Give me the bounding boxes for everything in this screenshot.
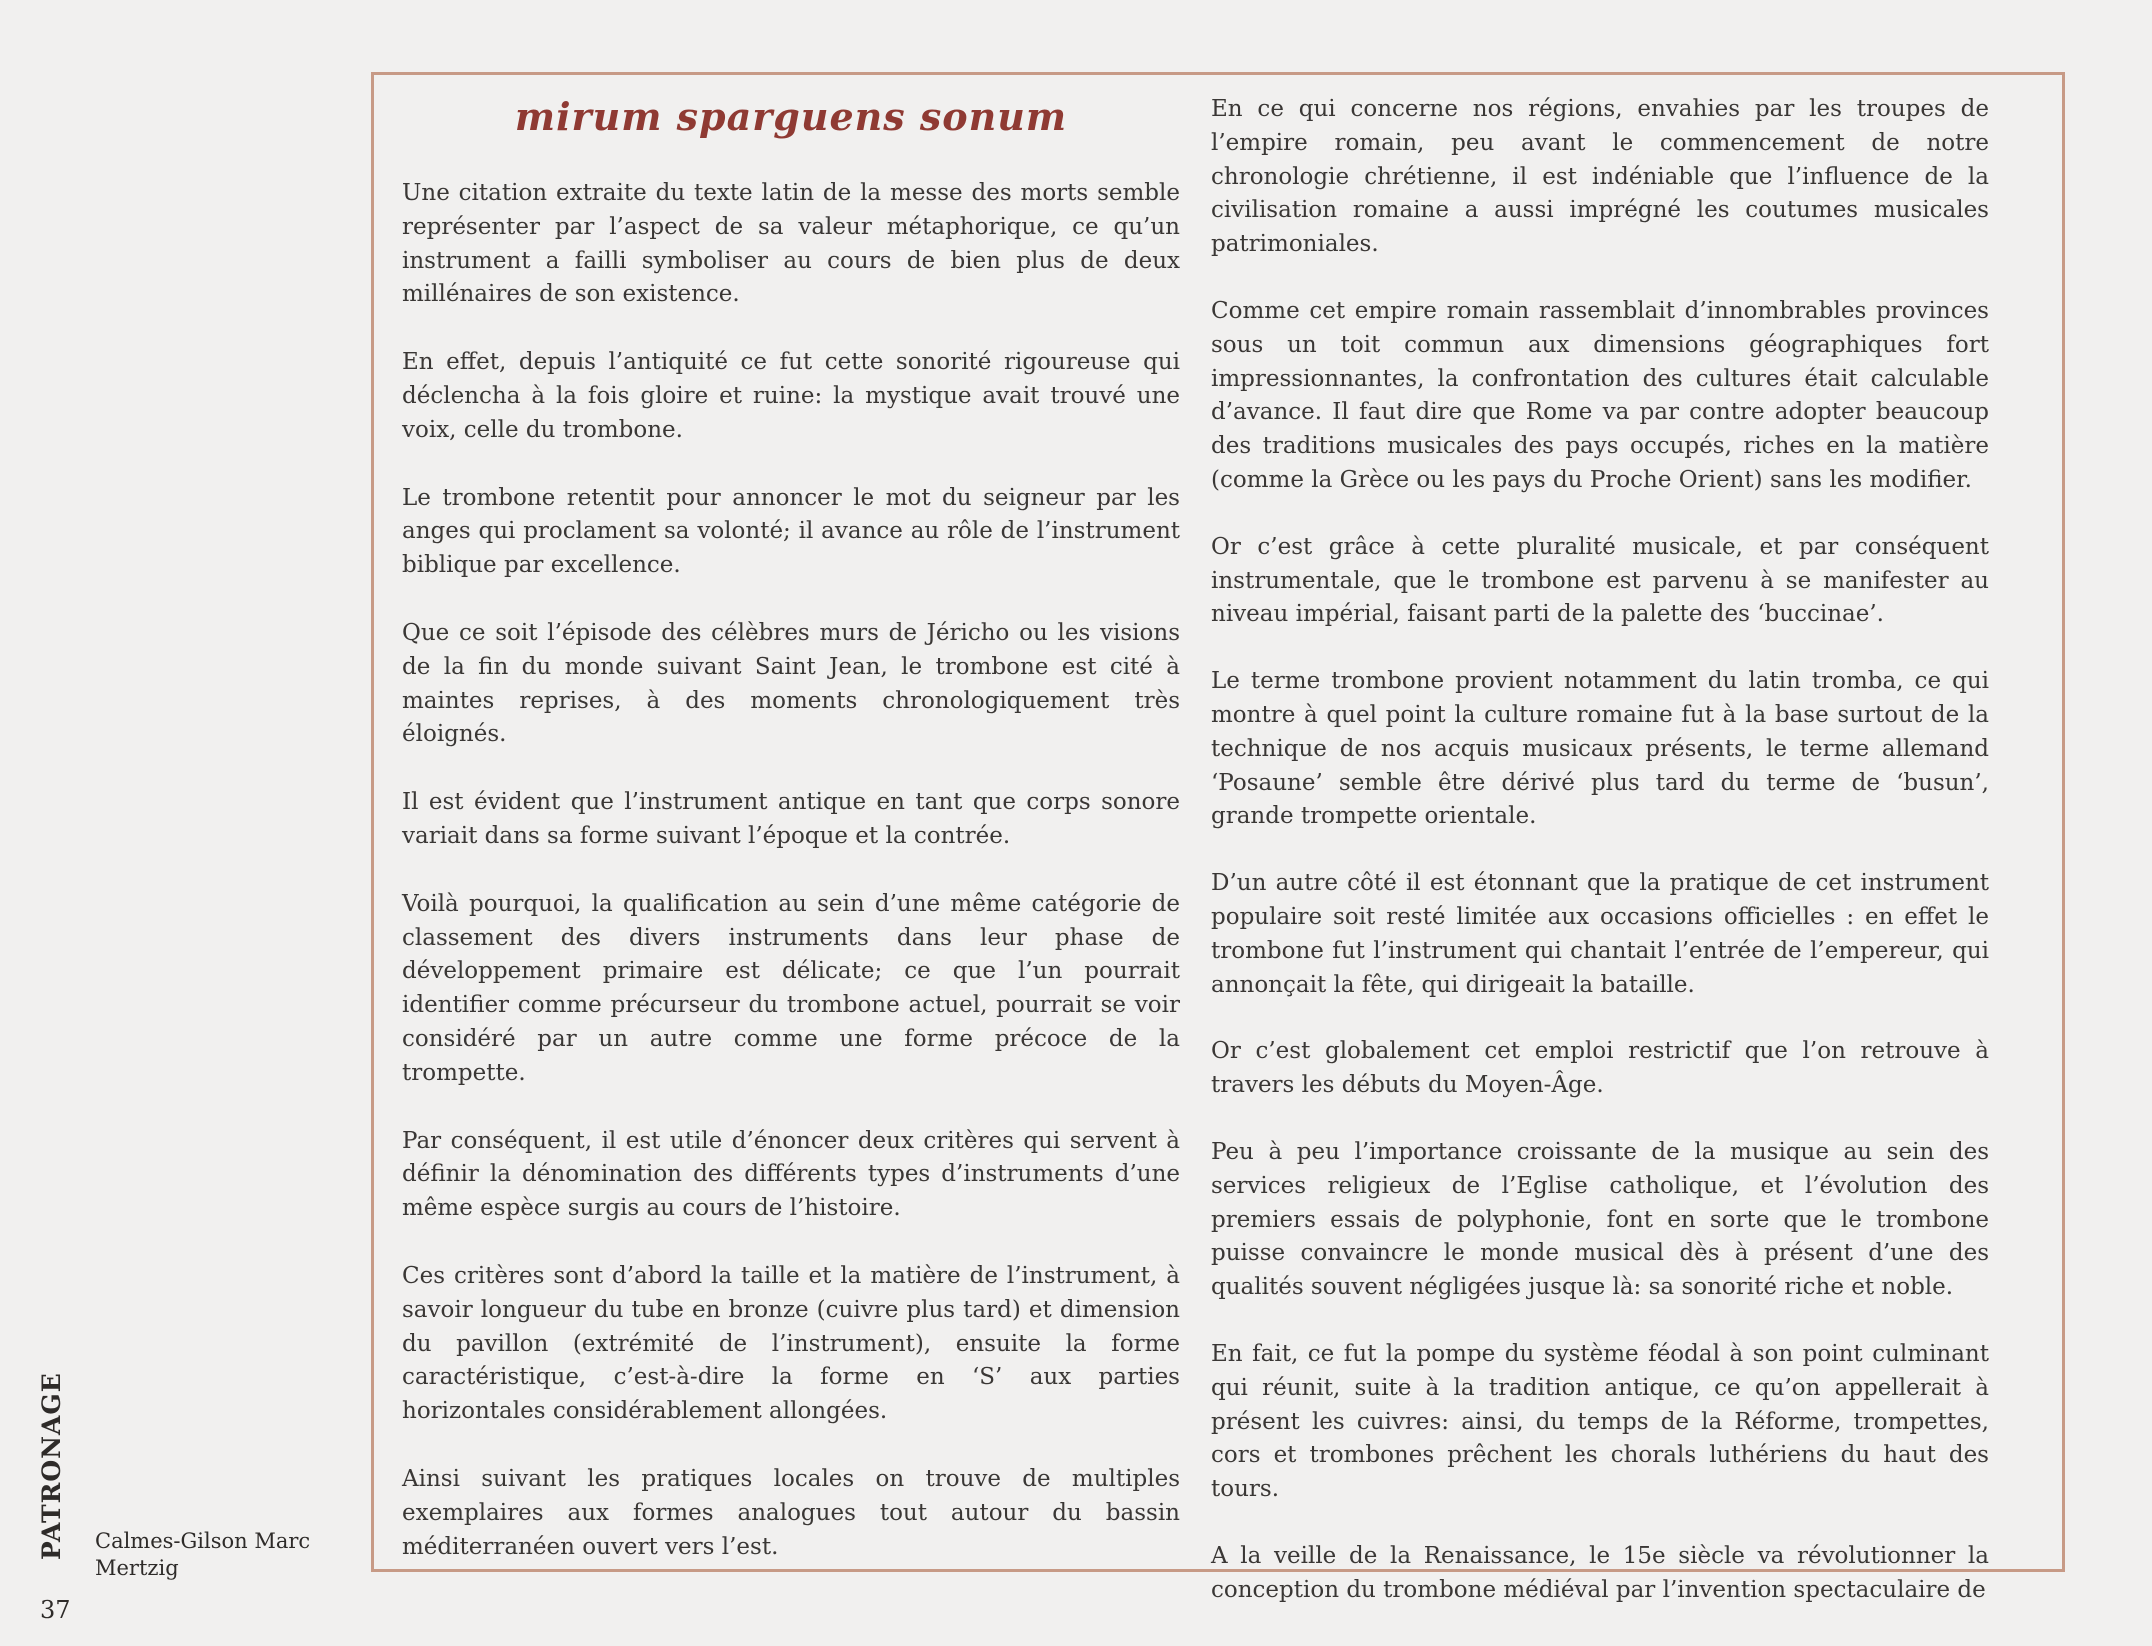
- author-name: Calmes-Gilson Marc: [95, 1529, 311, 1553]
- paragraph: Comme cet empire romain rassemblait d’innombrables provinces sous un toit commun aux dimensions géographiques fort impressionnantes, la confrontation des cultures était calculable d’avance. Il faut dire que Rome va par contre adopter beaucoup des traditions musicales des pays occupés, riches en la matière (comme la Grèce ou les pays du Proche Orient) sans les modifier.: [1211, 297, 1989, 493]
- paragraph: Ainsi suivant les pratiques locales on trouve de multiples exemplaires aux formes analogues tout autour du bassin méditerranéen ouvert vers l’est.: [402, 1465, 1180, 1560]
- paragraph: Par conséquent, il est utile d’énoncer deux critères qui servent à définir la dénomination des différents types d’instruments d’une même espèce surgis au cours de l’histoire.: [402, 1127, 1180, 1222]
- paragraph: Que ce soit l’épisode des célèbres murs de Jéricho ou les visions de la fin du monde suivant Saint Jean, le trombone est cité à maintes reprises, à des moments chronologiquement très éloignés.: [402, 619, 1180, 748]
- paragraph: Or c’est globalement cet emploi restrictif que l’on retrouve à travers les débuts du Moyen-Âge.: [1211, 1038, 1989, 1099]
- section-label-text: PATRONAGE: [37, 1372, 66, 1560]
- paragraph: Une citation extraite du texte latin de la messe des morts semble représenter par l’aspect de sa valeur métaphorique, ce qu’un instrument a failli symboliser au cours de bien plus de deux millénaires de son existence.: [402, 180, 1180, 308]
- paragraph: A la veille de la Renaissance, le 15e siècle va révolutionner la conception du trombone médiéval par l’invention spectaculaire de: [1211, 1542, 1989, 1603]
- paragraph: Le trombone retentit pour annoncer le mot du seigneur par les anges qui proclament sa volonté; il avance au rôle de l’instrument biblique par excellence.: [402, 484, 1180, 579]
- right-column: [1211, 93, 1989, 1640]
- paragraph: En fait, ce fut la pompe du système féodal à son point culminant qui réunit, suite à la tradition antique, ce qu’on appellerait à présent les cuivres: ainsi, du temps de la Réforme, trompettes, cors et trombones prêchent les chorals luthériens du haut des tours.: [1211, 1340, 1989, 1503]
- section-heading: mirum sparguens sonum: [514, 94, 1068, 139]
- paragraph: Voilà pourquoi, la qualification au sein d’une même catégorie de classement des divers instruments dans leur phase de développement primaire est délicate; ce que l’un pourrait identifier comme précurseur du trombone actuel, pourrait se voir considéré par un autre comme une forme précoce de la trompette.: [402, 890, 1180, 1086]
- paragraph: En ce qui concerne nos régions, envahies par les troupes de l’empire romain, peu avant le commencement de notre chronologie chrétienne, il est indéniable que l’influence de la civilisation romaine a aussi imprégné les coutumes musicales patrimoniales.: [1211, 96, 1989, 258]
- author-place: Mertzig: [95, 1556, 179, 1580]
- paragraph: D’un autre côté il est étonnant que la pratique de cet instrument populaire soit resté limitée aux occasions officielles : en effet le trombone fut l’instrument qui chantait l’entrée de l’empereur, qui annonçait la fête, qui dirigeait la bataille.: [1211, 870, 1989, 998]
- author-credit: [95, 1528, 310, 1582]
- paragraph: Peu à peu l’importance croissante de la musique au sein des services religieux de l’Eglise catholique, et l’évolution des premiers essais de polyphonie, font en sorte que le trombone puisse convaincre le monde musical dès à présent d’une des qualités souvent négligées jusque là: sa sonorité riche et noble.: [1211, 1138, 1989, 1301]
- paragraph: Il est évident que l’instrument antique en tant que corps sonore variait dans sa forme suivant l’époque et la contrée.: [402, 789, 1180, 849]
- paragraph: Or c’est grâce à cette pluralité musicale, et par conséquent instrumentale, que le trombone est parvenu à se manifester au niveau impérial, faisant parti de la palette des ‘buccinae’.: [1211, 533, 1989, 628]
- left-column: [402, 95, 1180, 1598]
- section-label: [37, 1372, 67, 1560]
- paragraph: Le terme trombone provient notamment du latin tromba, ce qui montre à quel point la culture romaine fut à la base surtout de la technique de nos acquis musicaux présents, le terme allemand ‘Posaune’ semble être dérivé plus tard du terme de ‘busun’, grande trompette orientale.: [1211, 668, 1989, 830]
- text-frame: [371, 72, 2065, 1603]
- paragraph: En effet, depuis l’antiquité ce fut cette sonorité rigoureuse qui déclencha à la fois gloire et ruine: la mystique avait trouvé une voix, celle du trombone.: [402, 349, 1180, 443]
- page-number: 37: [40, 1596, 71, 1624]
- paragraph: Ces critères sont d’abord la taille et la matière de l’instrument, à savoir longueur du tube en bronze (cuivre plus tard) et dimension du pavillon (extrémité de l’instrument), ensuite la forme caractéristique, c’est-à-dire la forme en ‘S’ aux parties horizontales considérablement allongées.: [402, 1262, 1180, 1425]
